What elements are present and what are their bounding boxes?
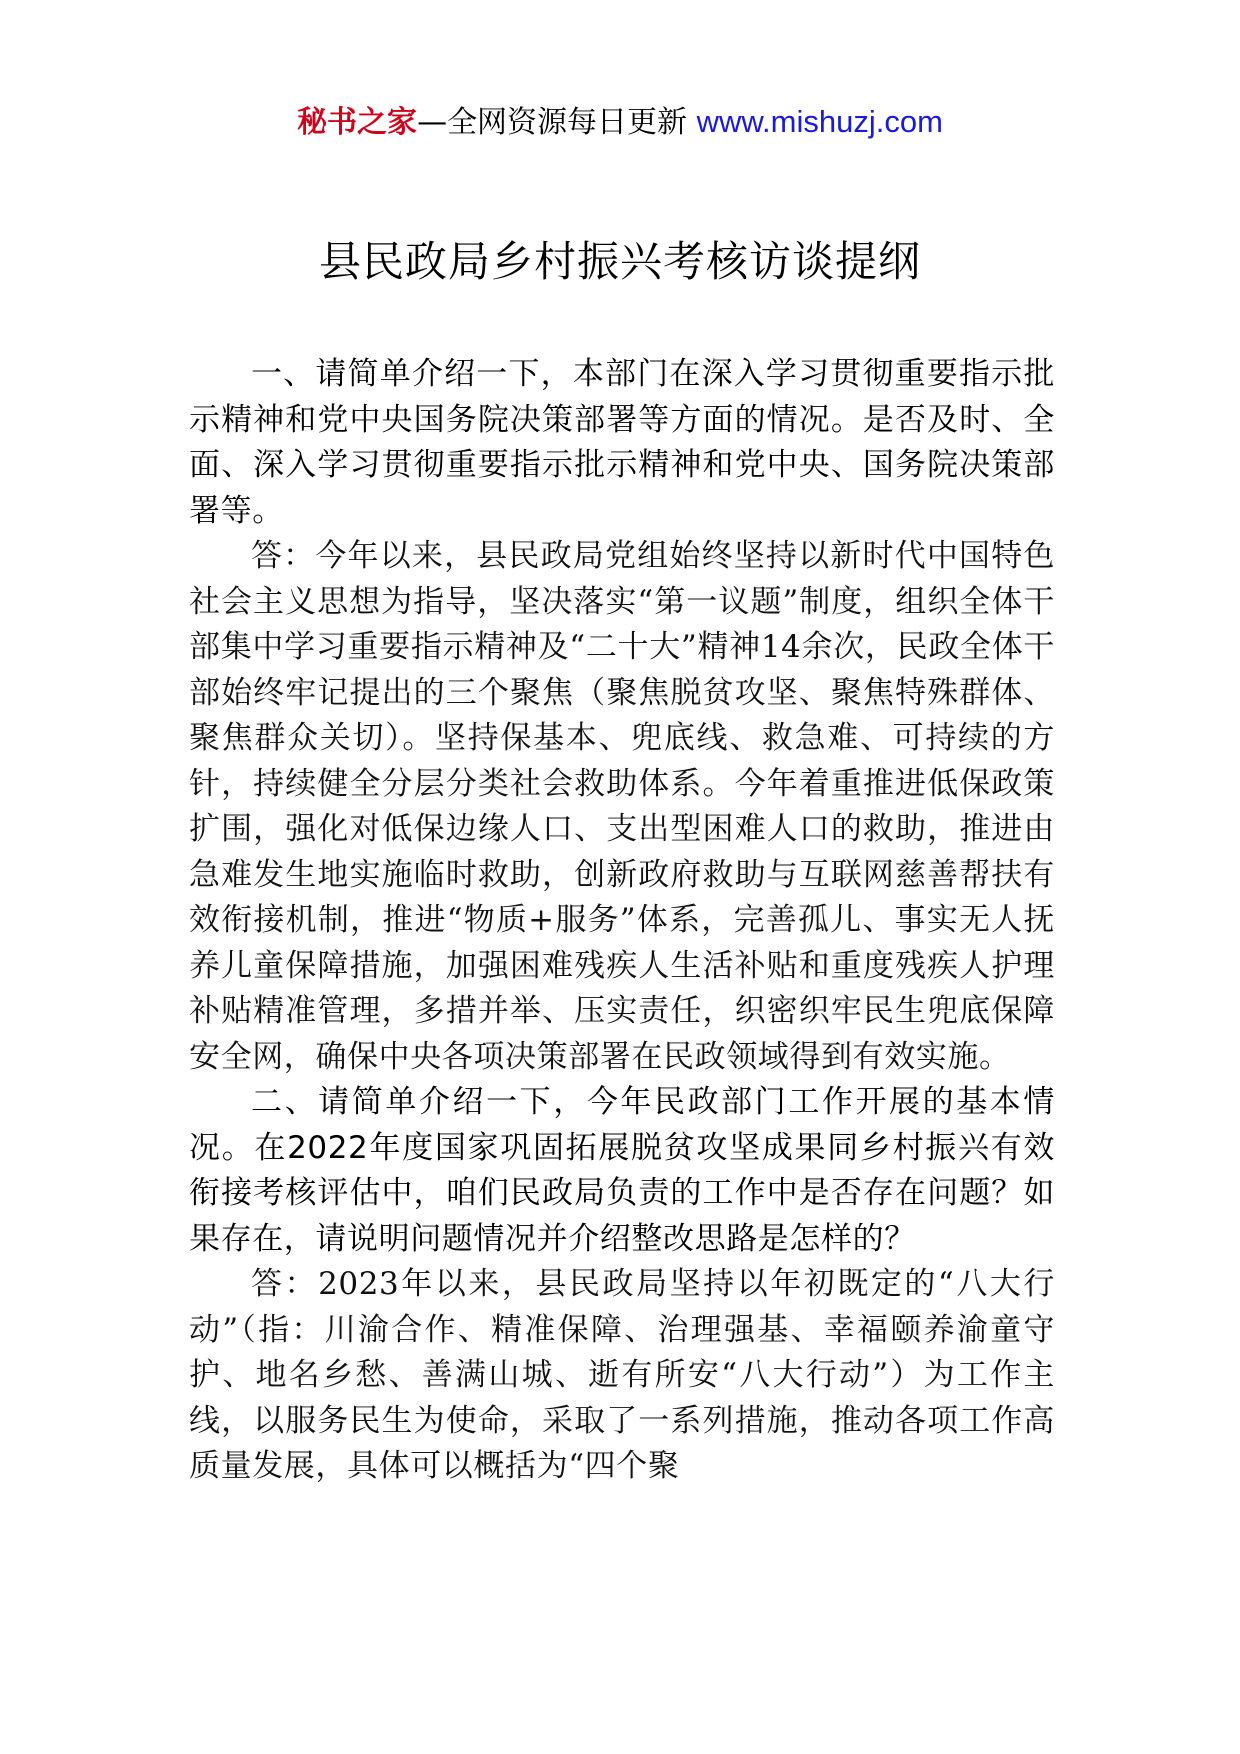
document-title: 县民政局乡村振兴考核访谈提纲 <box>318 237 921 286</box>
site-url-link[interactable]: www.mishuzj.com <box>696 104 943 139</box>
document-body <box>189 352 1055 1490</box>
site-header <box>0 100 1240 145</box>
answer-paragraph-2: 答：2023年以来，县民政局坚持以年初既定的“八大行动”（指：川渝合作、精准保障、治理强基、幸福颐养渝童守护、地名乡愁、善满山城、逝有所安“八大行动”）为工作主线，以服务民生为使命，采取了一系列措施，推动各项工作高质量发展，具体可以概括为“四个聚 <box>189 1266 1055 1484</box>
question-paragraph-2: 二、请简单介绍一下，今年民政部门工作开展的基本情况。在2022年度国家巩固拓展脱贫攻坚成果同乡村振兴有效衔接考核评估中，咱们民政局负责的工作中是否存在问题？如果存在，请说明问题情况并介绍整改思路是怎样的？ <box>189 1084 1055 1257</box>
site-tagline: —全网资源每日更新 <box>417 105 697 140</box>
question-paragraph-1: 一、请简单介绍一下，本部门在深入学习贯彻重要指示批示精神和党中央国务院决策部署等方面的情况。是否及时、全面、深入学习贯彻重要指示批示精神和党中央、国务院决策部署等。 <box>189 356 1055 529</box>
site-brand: 秘书之家 <box>297 105 418 140</box>
answer-paragraph-1: 答：今年以来，县民政局党组始终坚持以新时代中国特色社会主义思想为指导，坚决落实“第一议题”制度，组织全体干部集中学习重要指示精神及“二十大”精神14余次，民政全体干部始终牢记提出的三个聚焦（聚焦脱贫攻坚、聚焦特殊群体、聚焦群众关切）。坚持保基本、兜底线、救急难、可持续的方针，持续健全分层分类社会救助体系。今年着重推进低保政策扩围，强化对低保边缘人口、支出型困难人口的救助，推进由急难发生地实施临时救助，创新政府救助与互联网慈善帮扶有效衔接机制，推进“物质+服务”体系，完善孤儿、事实无人抚养儿童保障措施，加强困难残疾人生活补贴和重度残疾人护理补贴精准管理，多措并举、压实责任，织密织牢民生兜底保障安全网，确保中央各项决策部署在民政领域得到有效实施。 <box>189 538 1055 1075</box>
